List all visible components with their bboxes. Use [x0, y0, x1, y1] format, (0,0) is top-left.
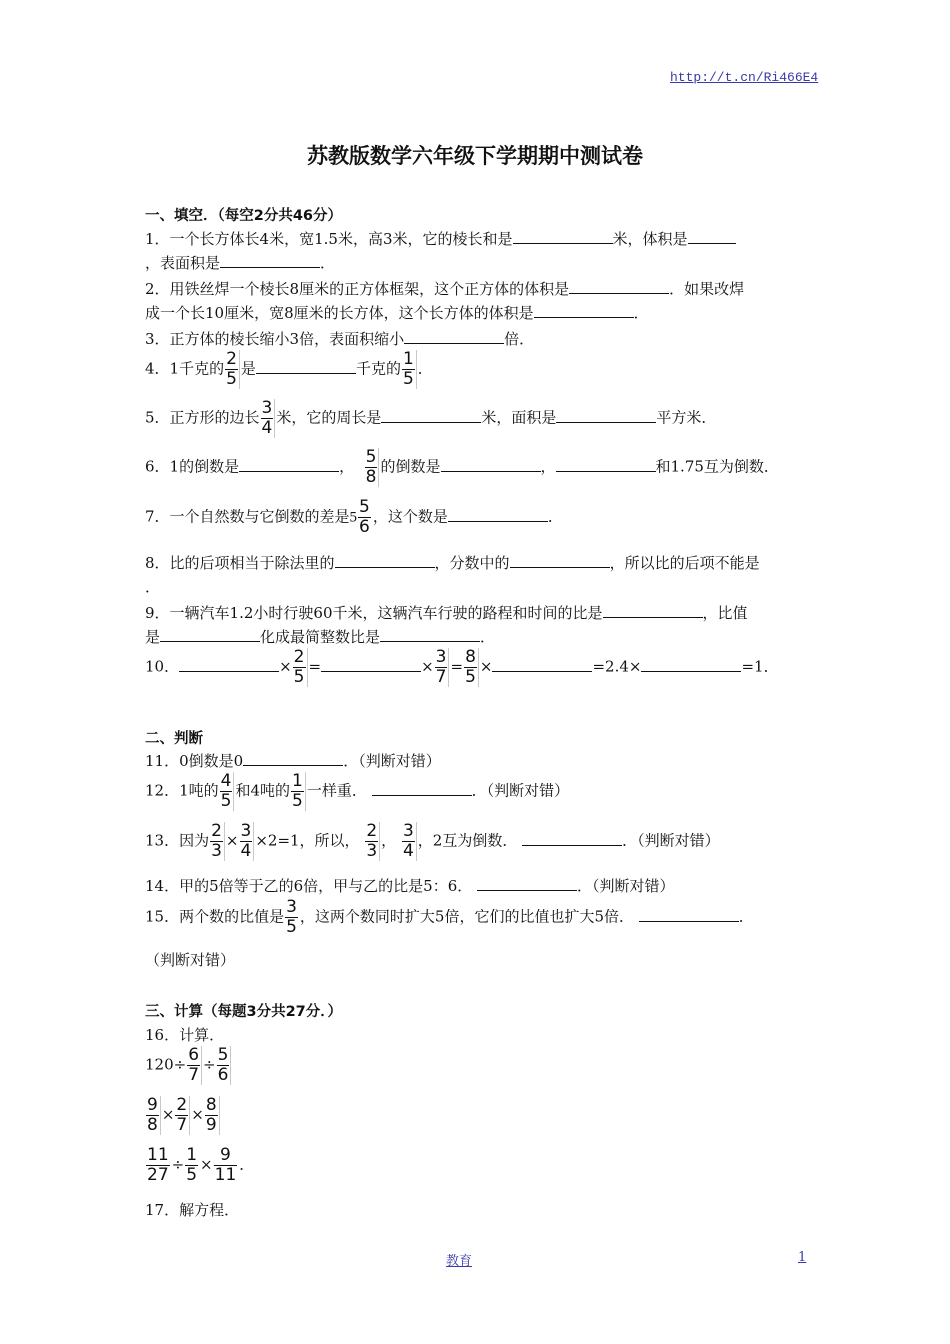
fraction: $\frac{3}{4}$	[261, 399, 276, 438]
fraction: $\frac{1}{5}$	[186, 1145, 198, 1185]
answer-blank[interactable]	[603, 603, 703, 618]
fraction: $\frac{8}{5}$	[464, 648, 479, 687]
question-4: 4．1千克的 $\frac{2}{5}$ 是 千克的 $\frac{1}{5}$ ．	[145, 349, 433, 389]
fraction: $\frac{3}{4}$	[402, 822, 417, 861]
question-1-cont: ，表面积是 ．	[145, 254, 336, 272]
question-15: 15．两个数的比值是 $\frac{3}{5}$ ，这两个数同时扩大5倍，它们的比值也扩大5倍． ．	[145, 897, 754, 937]
answer-blank[interactable]	[513, 229, 613, 244]
expression-3: $\frac{11}{27}$ ÷ $\frac{1}{5}$ × $\frac{9}{11}$ ．	[147, 1145, 255, 1185]
answer-blank[interactable]	[404, 329, 504, 344]
fraction: $\frac{8}{9}$	[205, 1096, 220, 1135]
answer-blank[interactable]	[380, 627, 480, 642]
header-url-link[interactable]: http://t.cn/Ri466E4	[670, 70, 819, 85]
fraction: $\frac{3}{5}$	[286, 897, 297, 937]
expression-1: 120÷ $\frac{6}{7}$ ÷ $\frac{5}{6}$	[145, 1046, 232, 1085]
answer-blank[interactable]	[220, 253, 320, 268]
fraction: $\frac{3}{4}$	[240, 822, 255, 861]
question-2: 2．用铁丝焊一个棱长8厘米的正方体框架，这个正方体的体积是 ．如果改焊	[145, 280, 745, 298]
fraction: $\frac{9}{8}$	[146, 1096, 161, 1135]
answer-blank[interactable]	[441, 457, 541, 472]
answer-blank[interactable]	[534, 303, 634, 318]
answer-blank[interactable]	[492, 657, 592, 672]
question-9-cont: 是 化成最简整数比是 ．	[145, 628, 496, 646]
footer-link[interactable]: 教育	[446, 1254, 473, 1269]
fraction: $\frac{3}{7}$	[435, 648, 450, 687]
fraction: $\frac{2}{3}$	[210, 822, 225, 861]
question-8-cont: ．	[145, 578, 161, 596]
question-12: 12．1吨的 $\frac{4}{5}$ 和4吨的 $\frac{1}{5}$ 一样重． ．（判断对错）	[145, 771, 570, 811]
answer-blank[interactable]	[641, 657, 741, 672]
fraction: $\frac{11}{27}$	[147, 1145, 169, 1185]
answer-blank[interactable]	[179, 657, 279, 672]
answer-blank[interactable]	[688, 229, 736, 244]
answer-blank[interactable]	[510, 553, 610, 568]
answer-blank[interactable]	[160, 627, 260, 642]
answer-blank[interactable]	[522, 831, 622, 846]
fraction: $\frac{2}{3}$	[365, 822, 380, 861]
question-6: 6．1的倒数是 ， $\frac{5}{8}$ 的倒数是 ， 和1.75互为倒数．	[145, 447, 779, 487]
answer-blank[interactable]	[256, 359, 356, 374]
expression-2: $\frac{9}{8}$ × $\frac{2}{7}$ × $\frac{8}{9}$	[145, 1096, 221, 1135]
answer-blank[interactable]	[372, 781, 472, 796]
answer-blank[interactable]	[321, 657, 421, 672]
question-11: 11．0倒数是0 ．（判断对错）	[145, 752, 441, 770]
answer-blank[interactable]	[239, 457, 339, 472]
fraction: $\frac{5}{8}$	[365, 448, 380, 487]
fraction: $\frac{5}{6}$	[217, 1046, 232, 1085]
mixed-whole: 5	[349, 509, 358, 526]
question-7: 7．一个自然数与它倒数的差是5 $\frac{5}{6}$ ，这个数是 ．	[145, 497, 563, 537]
question-3: 3．正方体的棱长缩小3倍，表面积缩小 倍．	[145, 330, 535, 348]
answer-blank[interactable]	[639, 907, 739, 922]
answer-blank[interactable]	[477, 876, 577, 891]
page-number[interactable]: 1	[798, 1250, 807, 1265]
fraction: $\frac{9}{11}$	[214, 1145, 237, 1185]
answer-blank[interactable]	[381, 408, 481, 423]
question-13: 13．因为 $\frac{2}{3}$ × $\frac{3}{4}$ ×2=1，所以， $\frac{2}{3}$ ， $\frac{3}{4}$ ，2互为倒数． ．（判断对错）	[145, 821, 720, 861]
page-title: 苏教版数学六年级下学期期中测试卷	[307, 144, 643, 168]
question-1: 1．一个长方体长4米，宽1.5米，高3米，它的棱长和是 米，体积是	[145, 229, 736, 249]
question-14: 14．甲的5倍等于乙的6倍，甲与乙的比是5：6． ．（判断对错）	[145, 877, 675, 895]
question-16: 16．计算．	[145, 1026, 225, 1044]
fraction: $\frac{5}{6}$	[359, 497, 370, 537]
section-2-heading: 二、判断	[145, 731, 203, 747]
section-1-heading: 一、填空．（每空2分共46分）	[145, 208, 343, 224]
question-10: 10． × $\frac{2}{5}$ = × $\frac{3}{7}$ = $\frac{8}{5}$ × =2.4× =1．	[145, 647, 779, 687]
question-17: 17．解方程．	[145, 1201, 240, 1219]
question-5: 5．正方形的边长 $\frac{3}{4}$ 米，它的周长是 米，面积是 平方米．	[145, 398, 717, 438]
answer-blank[interactable]	[556, 408, 656, 423]
fraction: $\frac{6}{7}$	[187, 1046, 202, 1085]
question-9: 9．一辆汽车1.2小时行驶60千米，这辆汽车行驶的路程和时间的比是 ，比值	[145, 604, 748, 622]
answer-blank[interactable]	[243, 751, 343, 766]
answer-blank[interactable]	[556, 457, 656, 472]
question-15-cont: （判断对错）	[145, 951, 236, 969]
question-8: 8．比的后项相当于除法里的 ，分数中的 ，所以比的后项不能是	[145, 554, 760, 572]
answer-blank[interactable]	[569, 279, 669, 294]
fraction: $\frac{4}{5}$	[220, 772, 235, 811]
fraction: $\frac{2}{5}$	[293, 648, 308, 687]
fraction: $\frac{1}{5}$	[291, 772, 306, 811]
fraction: $\frac{2}{7}$	[175, 1096, 190, 1135]
fraction: $\frac{1}{5}$	[402, 350, 417, 389]
question-2-cont: 成一个长10厘米，宽8厘米的长方体，这个长方体的体积是 ．	[145, 304, 649, 322]
answer-blank[interactable]	[335, 553, 435, 568]
section-3-heading: 三、计算（每题3分共27分．）	[145, 1004, 343, 1020]
fraction: $\frac{2}{5}$	[225, 350, 240, 389]
answer-blank[interactable]	[448, 507, 548, 522]
